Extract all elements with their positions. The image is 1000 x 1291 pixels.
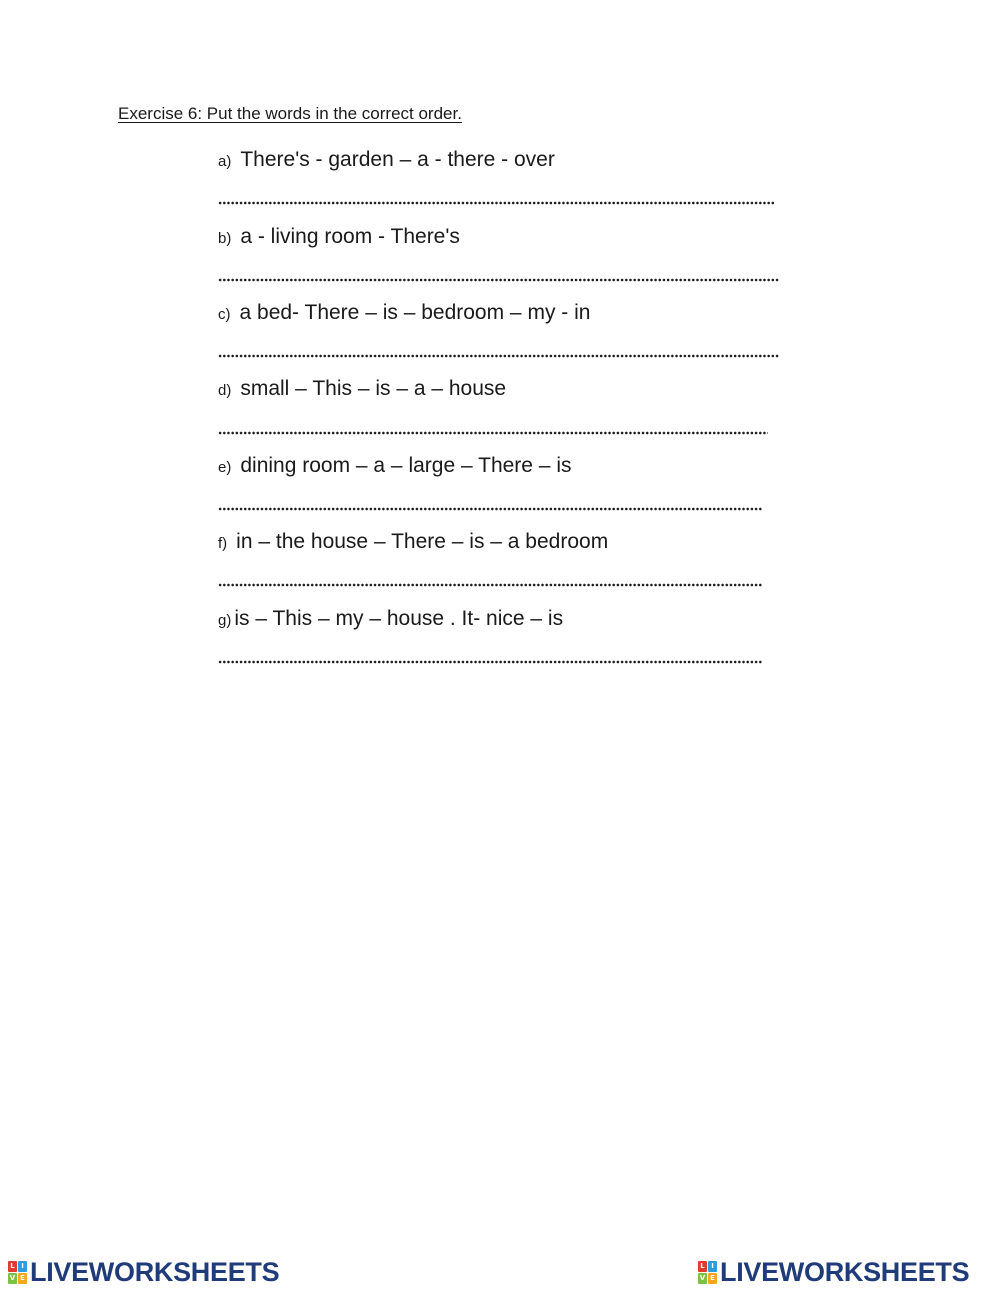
- item-words: a bed- There – is – bedroom – my - in: [239, 301, 591, 324]
- item-letter: g): [218, 612, 232, 629]
- item-letter: d): [218, 382, 232, 399]
- answer-line-a[interactable]: [218, 200, 774, 206]
- answer-line-d[interactable]: [218, 430, 768, 436]
- item-b-prompt: [218, 225, 460, 251]
- answer-line-c[interactable]: [218, 353, 779, 359]
- logo-tile: L: [698, 1261, 707, 1272]
- exercise-title: Exercise 6: Put the words in the correct order.: [118, 104, 462, 123]
- footer-logo-left: [8, 1259, 279, 1285]
- item-d-prompt: [218, 377, 506, 403]
- logo-tile: V: [699, 1273, 706, 1282]
- item-letter: c): [218, 306, 231, 323]
- logo-tile: E: [708, 1273, 717, 1284]
- item-g-prompt: [218, 607, 563, 633]
- item-words: There's - garden – a - there - over: [240, 148, 555, 171]
- item-words: dining room – a – large – There – is: [240, 454, 572, 477]
- item-letter: e): [218, 459, 232, 476]
- answer-line-f[interactable]: [218, 582, 762, 588]
- footer-logo-right: [698, 1259, 969, 1285]
- brand-name: LIVEWORKSHEETS: [30, 1257, 280, 1287]
- item-c-prompt: [218, 301, 590, 327]
- answer-line-b[interactable]: [218, 277, 779, 283]
- item-e-prompt: [218, 454, 571, 480]
- liveworksheets-logo-icon: [8, 1261, 27, 1284]
- item-a-prompt: [218, 148, 555, 174]
- item-words: in – the house – There – is – a bedroom: [236, 530, 609, 553]
- answer-line-e[interactable]: [218, 506, 762, 512]
- item-words: a - living room - There's: [240, 225, 460, 248]
- logo-tile: V: [9, 1273, 16, 1282]
- logo-tile: E: [18, 1273, 27, 1284]
- logo-tile: I: [18, 1261, 27, 1272]
- logo-tile: L: [8, 1261, 17, 1272]
- logo-tile: I: [708, 1261, 717, 1272]
- item-letter: b): [218, 230, 232, 247]
- brand-name: LIVEWORKSHEETS: [720, 1257, 970, 1287]
- liveworksheets-logo-icon: [698, 1261, 717, 1284]
- answer-line-g[interactable]: [218, 659, 762, 665]
- item-words: is – This – my – house . It- nice – is: [234, 607, 564, 630]
- item-letter: f): [218, 535, 228, 552]
- item-letter: a): [218, 153, 232, 170]
- item-words: small – This – is – a – house: [240, 377, 507, 400]
- item-f-prompt: [218, 530, 608, 556]
